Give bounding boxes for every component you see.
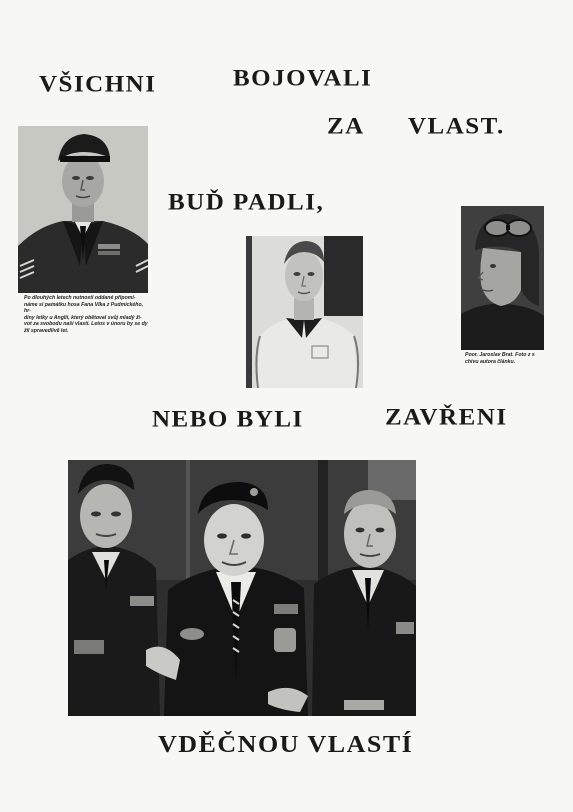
headline-nebo-byli: NEBO BYLI xyxy=(152,407,304,432)
pilot-portrait-caption: Poor. Jaroslav Brat. Foto z s chivu autora článku. xyxy=(465,352,535,365)
headline-vlast: VLAST. xyxy=(408,114,505,139)
headline-vdecnou-vlasti: VDĚČNOU VLASTÍ xyxy=(158,731,414,758)
officer-portrait-caption: Po dlouhých letech nutnosti oddané připomí- náme si památku hosa Fana Vlka z Pudmického, hr- diny letky u Anglii, který obětoval svůj mladý ži- vot za svobodu naší vlasti. Letos v únoru by se dy žil spravedlivě let. xyxy=(24,295,148,334)
veterans-group-photo xyxy=(68,460,416,716)
headline-za: ZA xyxy=(327,114,365,139)
headline-zavreni: ZAVŘENI xyxy=(385,405,508,430)
headline-vsichni: VŠICHNI xyxy=(39,72,157,97)
headline-bud-padli: BUĎ PADLI, xyxy=(168,190,325,215)
fallen-soldier-photo xyxy=(246,236,363,388)
pilot-portrait-photo xyxy=(461,206,544,350)
headline-bojovali: BOJOVALI xyxy=(233,66,373,91)
officer-portrait-photo xyxy=(18,126,148,293)
